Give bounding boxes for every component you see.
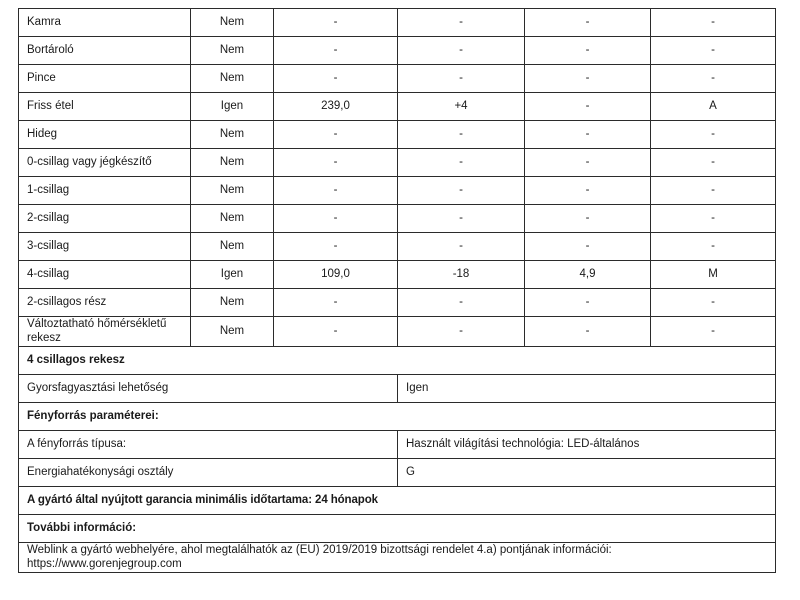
compartment-present: Nem [191, 149, 274, 177]
compartment-name: Pince [19, 65, 191, 93]
compartment-class: - [651, 177, 776, 205]
compartment-volume: - [274, 65, 398, 93]
table-row [19, 317, 776, 347]
light-source-type-value: Használt világítási technológia: LED-általános [398, 430, 776, 458]
compartment-present: Nem [191, 233, 274, 261]
table-row [19, 205, 776, 233]
product-specification-table [18, 8, 776, 573]
compartment-present: Nem [191, 205, 274, 233]
table-row [19, 177, 776, 205]
compartment-name: 4-csillag [19, 261, 191, 289]
compartment-temp: - [398, 317, 525, 347]
table-row [19, 9, 776, 37]
compartment-name: 2-csillag [19, 205, 191, 233]
light-efficiency-class-value: G [398, 458, 776, 486]
light-type-row [19, 430, 776, 458]
compartment-volume: - [274, 205, 398, 233]
compartment-class: A [651, 93, 776, 121]
fast-freeze-row [19, 374, 776, 402]
compartment-frost: - [525, 289, 651, 317]
compartment-class: M [651, 261, 776, 289]
compartment-volume: - [274, 233, 398, 261]
table-row [19, 93, 776, 121]
compartment-present: Nem [191, 317, 274, 347]
light-efficiency-class-label: Energiahatékonysági osztály [19, 458, 398, 486]
compartment-temp: - [398, 65, 525, 93]
compartment-temp: - [398, 177, 525, 205]
specification-sheet [18, 8, 775, 573]
compartment-frost: - [525, 37, 651, 65]
compartment-volume: - [274, 289, 398, 317]
compartment-name: Friss étel [19, 93, 191, 121]
compartment-temp: - [398, 233, 525, 261]
compartment-volume: 239,0 [274, 93, 398, 121]
compartment-name: 0-csillag vagy jégkészítő [19, 149, 191, 177]
compartment-volume: - [274, 149, 398, 177]
weblink-cell [19, 542, 776, 572]
section-title-light-source-parameters: Fényforrás paraméterei: [19, 402, 776, 430]
compartment-volume: 109,0 [274, 261, 398, 289]
compartment-frost: - [525, 9, 651, 37]
compartment-frost: - [525, 93, 651, 121]
compartment-name: Bortároló [19, 37, 191, 65]
compartment-frost: 4,9 [525, 261, 651, 289]
compartment-volume: - [274, 177, 398, 205]
compartment-present: Nem [191, 37, 274, 65]
warranty-text: A gyártó által nyújtott garancia minimális időtartama: 24 hónapok [19, 486, 776, 514]
table-row [19, 37, 776, 65]
weblink-row [19, 542, 776, 572]
section-header-row-light-source [19, 402, 776, 430]
compartment-class: - [651, 233, 776, 261]
compartment-name: Változtatható hőmérsékletű rekesz [19, 317, 191, 347]
compartment-class: - [651, 149, 776, 177]
compartment-name: 3-csillag [19, 233, 191, 261]
section-header-row-more-info [19, 514, 776, 542]
compartment-present: Nem [191, 9, 274, 37]
compartment-frost: - [525, 65, 651, 93]
compartment-present: Igen [191, 93, 274, 121]
compartment-class: - [651, 121, 776, 149]
compartment-name: 1-csillag [19, 177, 191, 205]
compartment-temp: - [398, 37, 525, 65]
compartment-present: Nem [191, 121, 274, 149]
compartment-temp: - [398, 121, 525, 149]
table-row [19, 149, 776, 177]
compartment-name: Hideg [19, 121, 191, 149]
compartment-volume: - [274, 121, 398, 149]
compartment-frost: - [525, 205, 651, 233]
compartment-present: Nem [191, 65, 274, 93]
section-header-row-four-star [19, 346, 776, 374]
section-title-four-star-compartment: 4 csillagos rekesz [19, 346, 776, 374]
fast-freeze-label: Gyorsfagyasztási lehetőség [19, 374, 398, 402]
compartment-temp: - [398, 9, 525, 37]
table-row [19, 65, 776, 93]
compartment-frost: - [525, 233, 651, 261]
table-row [19, 261, 776, 289]
compartment-class: - [651, 317, 776, 347]
compartment-volume: - [274, 317, 398, 347]
compartment-present: Igen [191, 261, 274, 289]
table-row [19, 289, 776, 317]
table-body [19, 9, 776, 573]
section-title-more-information: További információ: [19, 514, 776, 542]
light-efficiency-row [19, 458, 776, 486]
compartment-class: - [651, 9, 776, 37]
compartment-class: - [651, 37, 776, 65]
compartment-temp: - [398, 289, 525, 317]
compartment-volume: - [274, 37, 398, 65]
compartment-name: 2-csillagos rész [19, 289, 191, 317]
compartment-present: Nem [191, 177, 274, 205]
compartment-temp: -18 [398, 261, 525, 289]
compartment-temp: - [398, 205, 525, 233]
compartment-frost: - [525, 149, 651, 177]
compartment-frost: - [525, 177, 651, 205]
warranty-row [19, 486, 776, 514]
compartment-class: - [651, 65, 776, 93]
compartment-present: Nem [191, 289, 274, 317]
compartment-class: - [651, 205, 776, 233]
compartment-volume: - [274, 9, 398, 37]
compartment-temp: - [398, 149, 525, 177]
compartment-name: Kamra [19, 9, 191, 37]
weblink-description: Weblink a gyártó webhelyére, ahol megtalálhatók az (EU) 2019/2019 bizottsági rendelet 4.a) pontjának információi: [27, 543, 612, 556]
weblink-url[interactable]: https://www.gorenjegroup.com [27, 558, 182, 571]
light-source-type-label: A fényforrás típusa: [19, 430, 398, 458]
table-row [19, 233, 776, 261]
compartment-frost: - [525, 317, 651, 347]
compartment-class: - [651, 289, 776, 317]
fast-freeze-value: Igen [398, 374, 776, 402]
compartment-frost: - [525, 121, 651, 149]
compartment-temp: +4 [398, 93, 525, 121]
table-row [19, 121, 776, 149]
